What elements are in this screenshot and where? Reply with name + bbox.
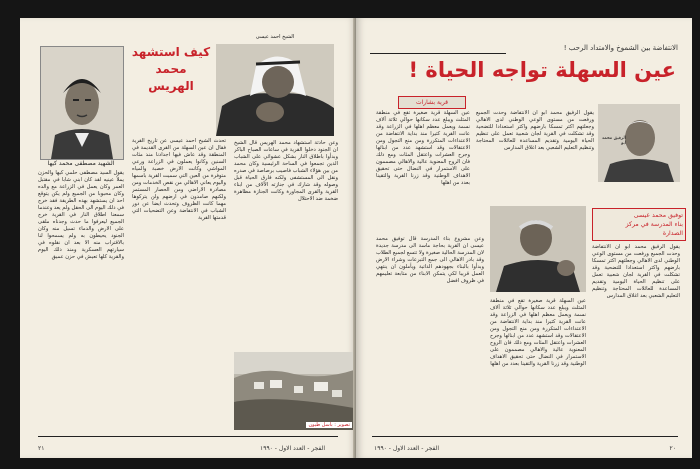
right-page [356, 18, 692, 458]
right-text-column-2: يقول الرفيق محمد ابو ان الانتفاضة وحدت الجميع ورفعت من مستوى الوعي الوطني لدى الاهالي وجعلتهم اكثر تمسكا بارضهم واكثر استعدادا للتضحية وقد تشكلت في القرية لجان شعبية تعمل على تنظيم الحياة اليومية وتقديم المساعدة للعائلات المحتاجة وتنظيم التعليم الشعبي بعد اغلاق المدارس [476, 110, 594, 151]
photo-village [234, 352, 354, 430]
right-text-column-1: عين السهلة قرية صغيرة تقع في منطقة المثلث ويبلغ عدد سكانها حوالي ثلاثة آلاف نسمة ويعمل معظم اهلها في الزراعة وقد عانت القرية كثيرا منذ بداية الانتفاضة من الاعتداءات المتكررة ومن منع التجول ومن الاعتقالات وقد استشهد عدد من ابنائها وجرح العشرات واعتقل المئات ومع ذلك فان الروح المعنوية عالية والاهالي مصممون على الاستمرار في النضال حتى تحقيق الاهداف الوطنية وقد زرنا القرية والتقينا بعدد من اهلها [376, 110, 470, 186]
portrait-photo-martyr [40, 46, 124, 160]
portrait-photo-comrade [598, 104, 680, 182]
text-column-1: يقول السيد مصطفى حلمي كيها والحزن يملأ عينيه لقد كان ابني شابا في مقتبل العمر وكان يعمل في الزراعة مع والده وكان محبوبا من الجميع ولم يكن يتوقع احد ان يستشهد بهذه الطريقة فقد خرج في ذلك اليوم الى الحقل ولم يعد وعندما سمعنا اطلاق النار في القرية خرج الجميع ليعرفوا ما حدث وجدناه ملقى على الارض والدماء تسيل منه وكان الجنود يحيطون به ولم يسمحوا لنا بالاقتراب منه الا بعد ان نقلوه في سيارتهم العسكرية ومنذ ذلك اليوم والقرية كلها تعيش في حزن عميق [38, 170, 124, 260]
top-banner: الانتفاضة بين الشموخ والامتداد الرحب ! [563, 44, 678, 52]
portrait-image [41, 47, 123, 159]
text-column-2: تحدث الشيخ احمد عيسى عن تاريخ القرية فقال ان عين السهلة من القرى القديمة في المنطقة وقد عاش فيها اجدادنا منذ مئات السنين وكانوا يعملون في الزراعة ورعي المواشي وكانت الارض خصبة والمياه متوفرة من العين التي سميت القرية باسمها واليوم يعاني الاهالي من نقص الخدمات ومن مصادرة الاراضي ومن الحصار المستمر ولكنهم صامدون في ارضهم ولن يتركوها مهما كانت الظروف وتحدث ايضا عن دور الشباب في الانتفاضة وعن التضحيات التي قدمتها القرية [132, 138, 226, 221]
left-footer-rule [38, 436, 338, 437]
right-text-column-3: وعن مشروع بناء المدرسة قال توفيق محمد عيسى ان القرية بحاجة ماسة الى مدرسة جديدة لان المدرسة الحالية صغيرة ولا تتسع لجميع الطلاب وقد بادر الاهالي الى جمع التبرعات وشراء الارض وبدأوا بالبناء بجهودهم الذاتية ويأملون ان ينتهي العمل قريبا لكي يتمكن الابناء من متابعة تعليمهم في ظروف افضل [376, 236, 484, 284]
subhead-badge [398, 96, 466, 109]
village-image [234, 352, 354, 430]
sheikh-image [216, 44, 334, 136]
right-footer-text: الفجر - العدد الاول - ١٩٩٠ [374, 445, 440, 452]
main-headline: عين السهلة تواجه الحياة ! [408, 58, 676, 82]
right-text-column-4: عين السهلة قرية صغيرة تقع في منطقة المثلث ويبلغ عدد سكانها حوالي ثلاثة آلاف نسمة ويعمل معظم اهلها في الزراعة وقد عانت القرية كثيرا منذ بداية الانتفاضة من الاعتداءات المتكررة ومن منع التجول ومن الاعتقالات وقد استشهد عدد من ابنائها وجرح العشرات واعتقل المئات ومع ذلك فان الروح المعنوية عالية والاهالي مصممون على الاستمرار في النضال حتى تحقيق الاهداف الوطنية وقد زرنا القرية والتقينا بعدد من اهلها [490, 298, 586, 367]
right-footer-rule [372, 436, 678, 437]
portrait-caption-martyr: الشهيد مصطفى محمد كيها [47, 160, 115, 167]
text-column-3: وعن حادثة استشهاد محمد الهريس قال الشيخ ان الجنود دخلوا القرية في ساعات الصباح الباكر وبدأوا باطلاق النار بشكل عشوائي على الشباب الذين تجمعوا في الساحة الرئيسية وكان محمد من بين هؤلاء الشباب فاصيب برصاصة في صدره ونقل الى المستشفى ولكنه فارق الحياة قبل وصوله وقد شارك في جنازته الآلاف من ابناء القرية والقرى المجاورة وكانت الجنازة مظاهرة ضخمة ضد الاحتلال [234, 140, 338, 202]
left-footer-text: الفجر - العدد الاول - ١٩٩٠ [260, 445, 326, 452]
section-heading-line-2: بناء المدرسة في مركز [625, 221, 683, 228]
portrait-caption-comrade: الرفيق محمد ابو [601, 136, 626, 146]
right-text-column-5: يقول الرفيق محمد ابو ان الانتفاضة وحدت الجميع ورفعت من مستوى الوعي الوطني لدى الاهالي وجعلتهم اكثر تمسكا بارضهم واكثر استعدادا للتضحية وقد تشكلت في القرية لجان شعبية تعمل على تنظيم الحياة اليومية وتقديم المساعدة للعائلات المحتاجة وتنظيم التعليم الشعبي بعد اغلاق المدارس [592, 244, 680, 299]
magazine-spread [20, 18, 692, 458]
headline-how-martyred [126, 44, 216, 95]
section-heading-school [592, 208, 686, 241]
headline-line-2: محمد [155, 62, 187, 76]
headline-line-3: الهريس [148, 79, 194, 93]
photo-tawfiq [490, 206, 586, 292]
left-page-number: ٢١ [38, 445, 45, 452]
section-heading-line-3: الصدارة [662, 230, 683, 237]
photo-caption-sheikh: الشيخ احمد عيسى [255, 34, 295, 40]
left-page [20, 18, 356, 458]
right-page-number: ٢٠ [669, 445, 676, 452]
tawfiq-image [490, 206, 586, 292]
photo-sheikh [216, 44, 334, 136]
village-photo-credit: تصوير : باسل طيون [308, 422, 350, 428]
subhead-badge-text: قرية بشارات [415, 99, 449, 106]
headline-line-1: كيف استشهد [131, 45, 211, 59]
section-heading-line-1: توفيق محمد عيسى [633, 212, 683, 219]
top-banner-rule [370, 53, 506, 54]
